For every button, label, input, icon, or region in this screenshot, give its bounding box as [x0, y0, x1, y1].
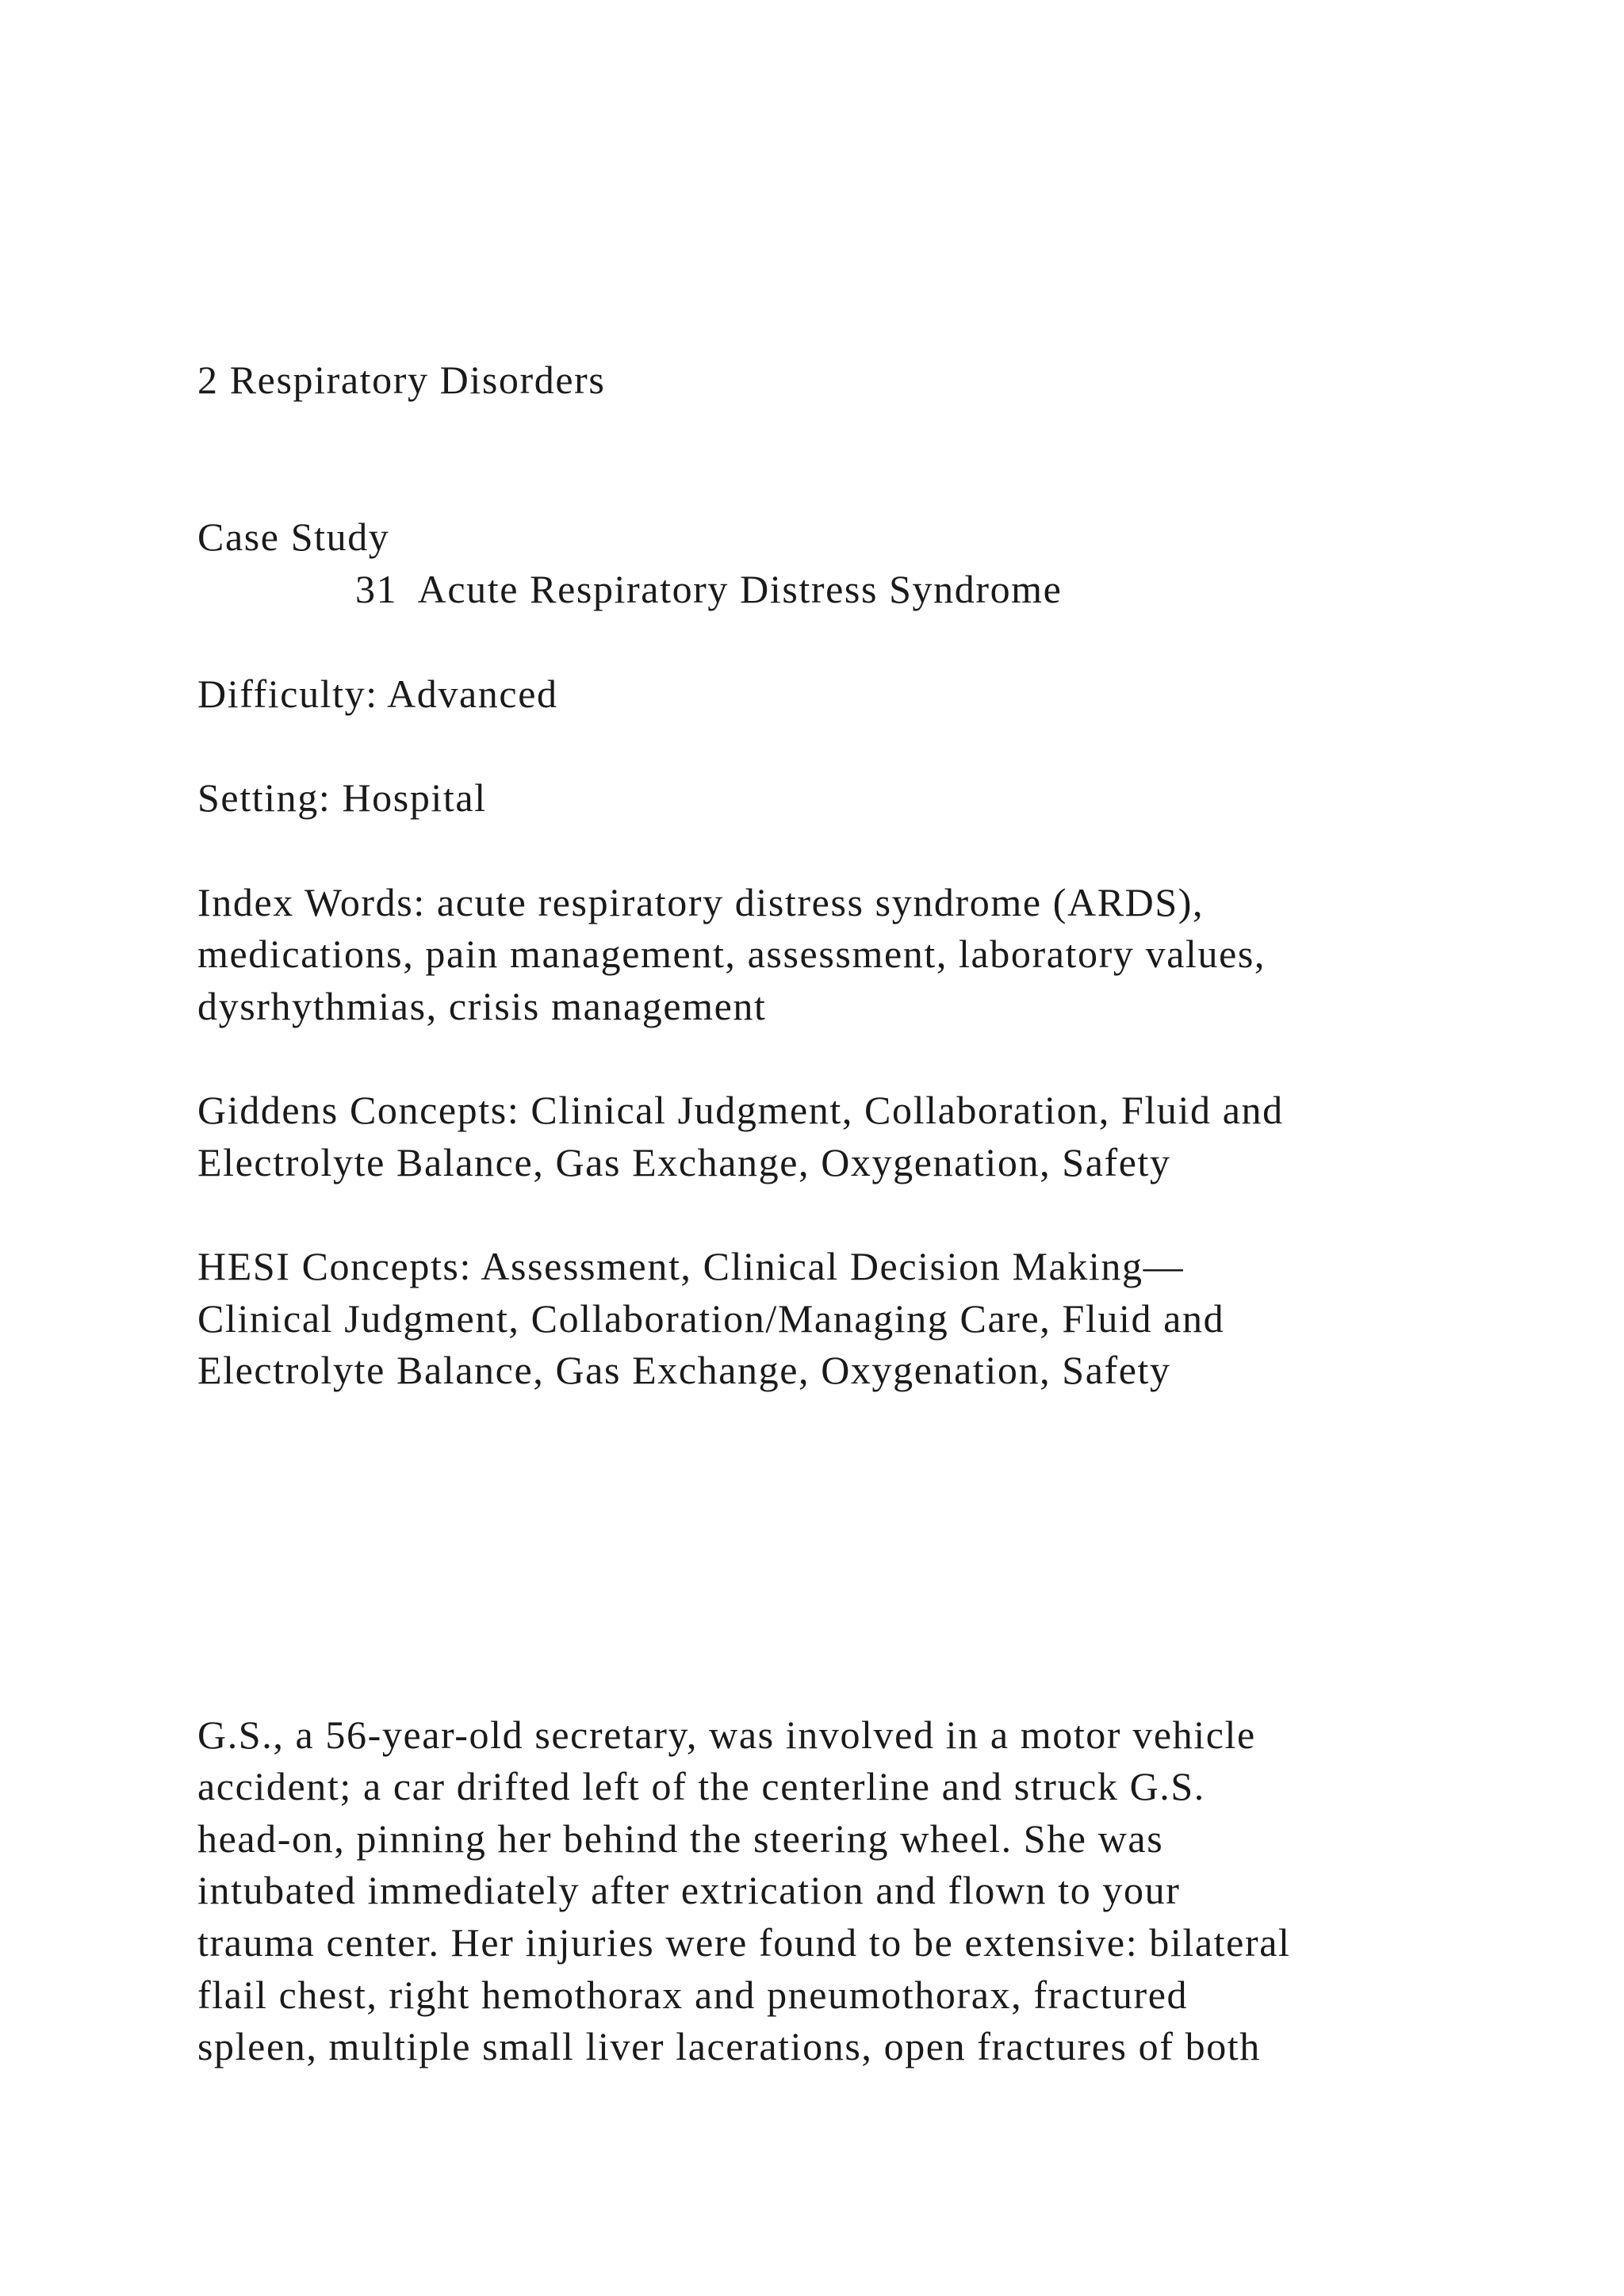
- case-narrative-line: flail chest, right hemothorax and pneumothorax, fractured: [197, 1973, 1189, 2017]
- difficulty: Difficulty: Advanced: [197, 672, 558, 716]
- case-study-label: Case Study: [197, 515, 390, 559]
- index-words-line: medications, pain management, assessment, laboratory values,: [197, 932, 1266, 976]
- case-narrative-line: head-on, pinning her behind the steering wheel. She was: [197, 1816, 1164, 1861]
- case-narrative-line: accident; a car drifted left of the centerline and struck G.S.: [197, 1764, 1205, 1808]
- hesi-concepts-line: Clinical Judgment, Collaboration/Managing Care, Fluid and: [197, 1296, 1225, 1341]
- hesi-concepts-line: Electrolyte Balance, Gas Exchange, Oxygenation, Safety: [197, 1348, 1171, 1392]
- hesi-concepts-line: HESI Concepts: Assessment, Clinical Decision Making—: [197, 1244, 1185, 1288]
- case-narrative-line: spleen, multiple small liver lacerations, open fractures of both: [197, 2024, 1261, 2068]
- index-words-line: dysrhythmias, crisis management: [197, 984, 767, 1028]
- case-number: 31: [355, 567, 398, 611]
- case-narrative-line: G.S., a 56-year-old secretary, was involved in a motor vehicle: [197, 1712, 1256, 1757]
- case-narrative-line: trauma center. Her injuries were found to be extensive: bilateral: [197, 1920, 1291, 1965]
- giddens-concepts-line: Electrolyte Balance, Gas Exchange, Oxygenation, Safety: [197, 1140, 1171, 1184]
- case-title-line: [355, 569, 1062, 609]
- case-title: Acute Respiratory Distress Syndrome: [417, 567, 1063, 611]
- index-words-line: Index Words: acute respiratory distress syndrome (ARDS),: [197, 880, 1205, 924]
- chapter-heading: 2 Respiratory Disorders: [197, 358, 606, 402]
- case-narrative-line: intubated immediately after extrication and flown to your: [197, 1868, 1181, 1912]
- setting: Setting: Hospital: [197, 775, 487, 820]
- giddens-concepts-line: Giddens Concepts: Clinical Judgment, Collaboration, Fluid and: [197, 1088, 1284, 1132]
